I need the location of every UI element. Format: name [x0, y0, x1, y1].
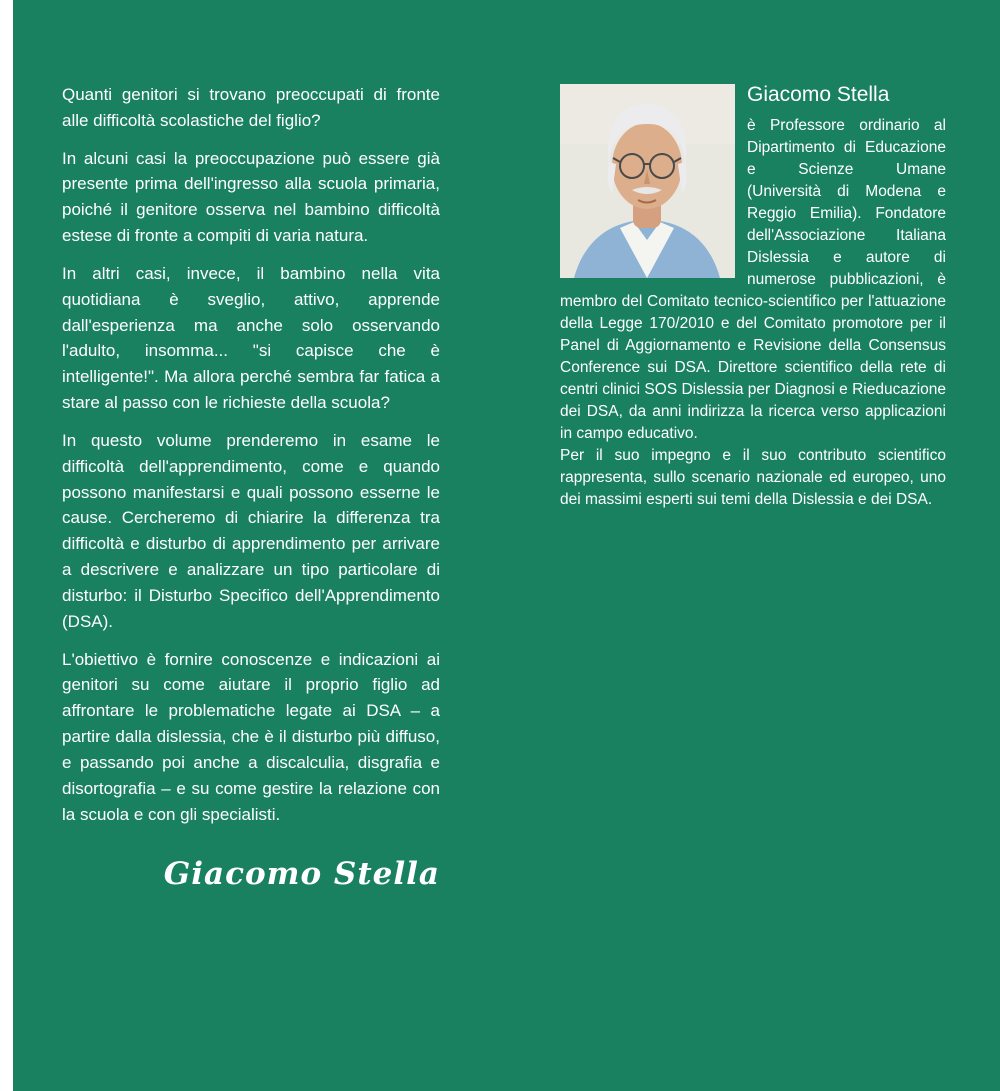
author-bio-paragraph: Per il suo impegno e il suo contributo scientifico rappresenta, sullo scenario nazionale ed europeo, uno dei massimi esperti sui temi della Dislessia e dei DSA.: [560, 447, 946, 509]
author-bio-section: [560, 82, 946, 511]
author-photo: [560, 84, 735, 278]
author-bio-paragraph: è Professore ordinario al Dipartimento di Educazione e Scienze Umane (Università di Modena e Reggio Emilia). Fondatore dell'Associazione Italiana Dislessia e autore di numerose pubblicazioni, è membro del Comitato tecnico-scientifico per l'attuazione della Legge 170/2010 e del Comitato promotore per il Panel di Aggiornamento e Revisione della Consensus Conference sui DSA. Direttore scientifico della rete di centri clinici SOS Dislessia per Diagnosi e Rieducazione dei DSA, da anni indirizza la ricerca verso applicazioni in campo educativo.: [560, 117, 946, 443]
author-name: Giacomo Stella: [747, 83, 890, 106]
back-cover-blurb: [62, 82, 440, 893]
author-signature: Giacomo Stella: [163, 856, 440, 893]
blurb-paragraph: In alcuni casi la preoccupazione può essere già presente prima dell'ingresso alla scuola primaria, poiché il genitore osserva nel bambino difficoltà estese di fronte a compiti di varia natura.: [62, 148, 440, 246]
blurb-paragraph: Quanti genitori si trovano preoccupati di fronte alle difficoltà scolastiche del figlio?: [62, 85, 440, 130]
blurb-paragraph: In altri casi, invece, il bambino nella vita quotidiana è sveglio, attivo, apprende dall'esperienza ma anche solo osservando l'adulto, insomma... "si capisce che è intelligente!". Ma allora perché sembra far fatica a stare al passo con le richieste della scuola?: [62, 263, 440, 413]
spine-strip: [0, 0, 13, 1091]
blurb-paragraph: L'obiettivo è fornire conoscenze e indicazioni ai genitori su come aiutare il proprio figlio ad affrontare le problematiche legate ai DSA – a partire dalla dislessia, che è il disturbo più diffuso, e passando poi anche a discalculia, disgrafia e disortografia – e su come gestire la relazione con la scuola e con gli specialisti.: [62, 649, 440, 824]
blurb-paragraph: In questo volume prenderemo in esame le difficoltà dell'apprendimento, come e quando possono manifestarsi e quali possono esserne le cause. Cercheremo di chiarire la differenza tra difficoltà e disturbo di apprendimento per arrivare a descrivere e analizzare un tipo particolare di disturbo: il Disturbo Specifico dell'Apprendimento (DSA).: [62, 430, 440, 631]
